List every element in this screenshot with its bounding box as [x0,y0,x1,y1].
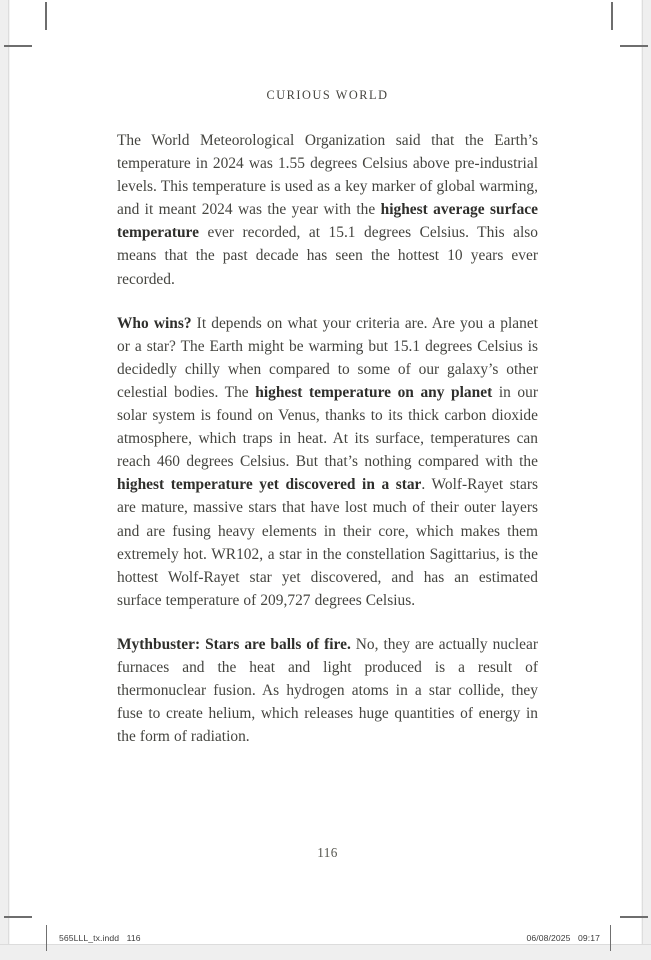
emphasis-run: Mythbuster: Stars are balls of fire. [117,635,351,653]
text-run: No, they are actually nuclear furnaces and the heat and light produced is a result of thermonuclear fusion. As hydrogen atoms in a star collide, they fuse to create helium, which releases huge quantities of energy in the form of radiation. [117,635,539,746]
emphasis-run: highest average surface temperature [117,201,538,242]
para-wmo [117,129,538,291]
para-who-wins [117,312,538,612]
crop-mark-bottom-left-horizontal [4,916,32,918]
para-mythbuster [117,633,538,748]
crop-mark-bottom-right-horizontal [620,916,648,918]
text-run: The World Meteorological Organization said that the Earth’s temperature in 2024 was 1.55 degrees Celsius above pre-industrial levels. This temperature is used as a key marker of global warming, and it meant 2024 was the year with the [117,132,538,219]
body-copy [117,129,538,748]
text-run: in our solar system is found on Venus, thanks to its thick carbon dioxide atmosphere, which traps in heat. At its surface, temperatures can reach 460 degrees Celsius. But that’s nothing compared with the [117,383,538,471]
slug-timestamp: 06/08/2025 09:17 [526,933,600,943]
running-head: CURIOUS WORLD [266,88,389,102]
emphasis-run: Who wins? [117,314,192,332]
emphasis-run: highest temperature on any planet [255,383,493,401]
crop-mark-top-left-vertical [45,2,47,30]
crop-mark-top-right-horizontal [620,45,648,47]
slug-filename: 565LLL_tx.indd 116 [59,933,141,943]
footer-slug-bar [46,925,611,951]
text-run: It depends on what your criteria are. Are you a planet or a star? The Earth might be warming but 15.1 degrees Celsius is decidedly chilly when compared to some of our galaxy’s other celestial bodies. The [117,314,538,401]
emphasis-run: highest temperature yet discovered in a star [117,476,422,494]
text-run: ever recorded, at 15.1 degrees Celsius. This also means that the past decade has seen the hottest 10 years ever recorded. [117,224,538,288]
crop-mark-top-right-vertical [611,2,613,30]
text-run: . Wolf-Rayet stars are mature, massive stars that have lost much of their outer layers and are fusing heavy elements in their core, which makes them extremely hot. WR102, a star in the constellation Sagittarius, is the hottest Wolf-Rayet star yet discovered, and has an estimated surface temperature of 209,727 degrees Celsius. [117,476,539,609]
page-folio: 116 [317,845,338,860]
text-column [117,88,538,748]
crop-mark-top-left-horizontal [4,45,32,47]
